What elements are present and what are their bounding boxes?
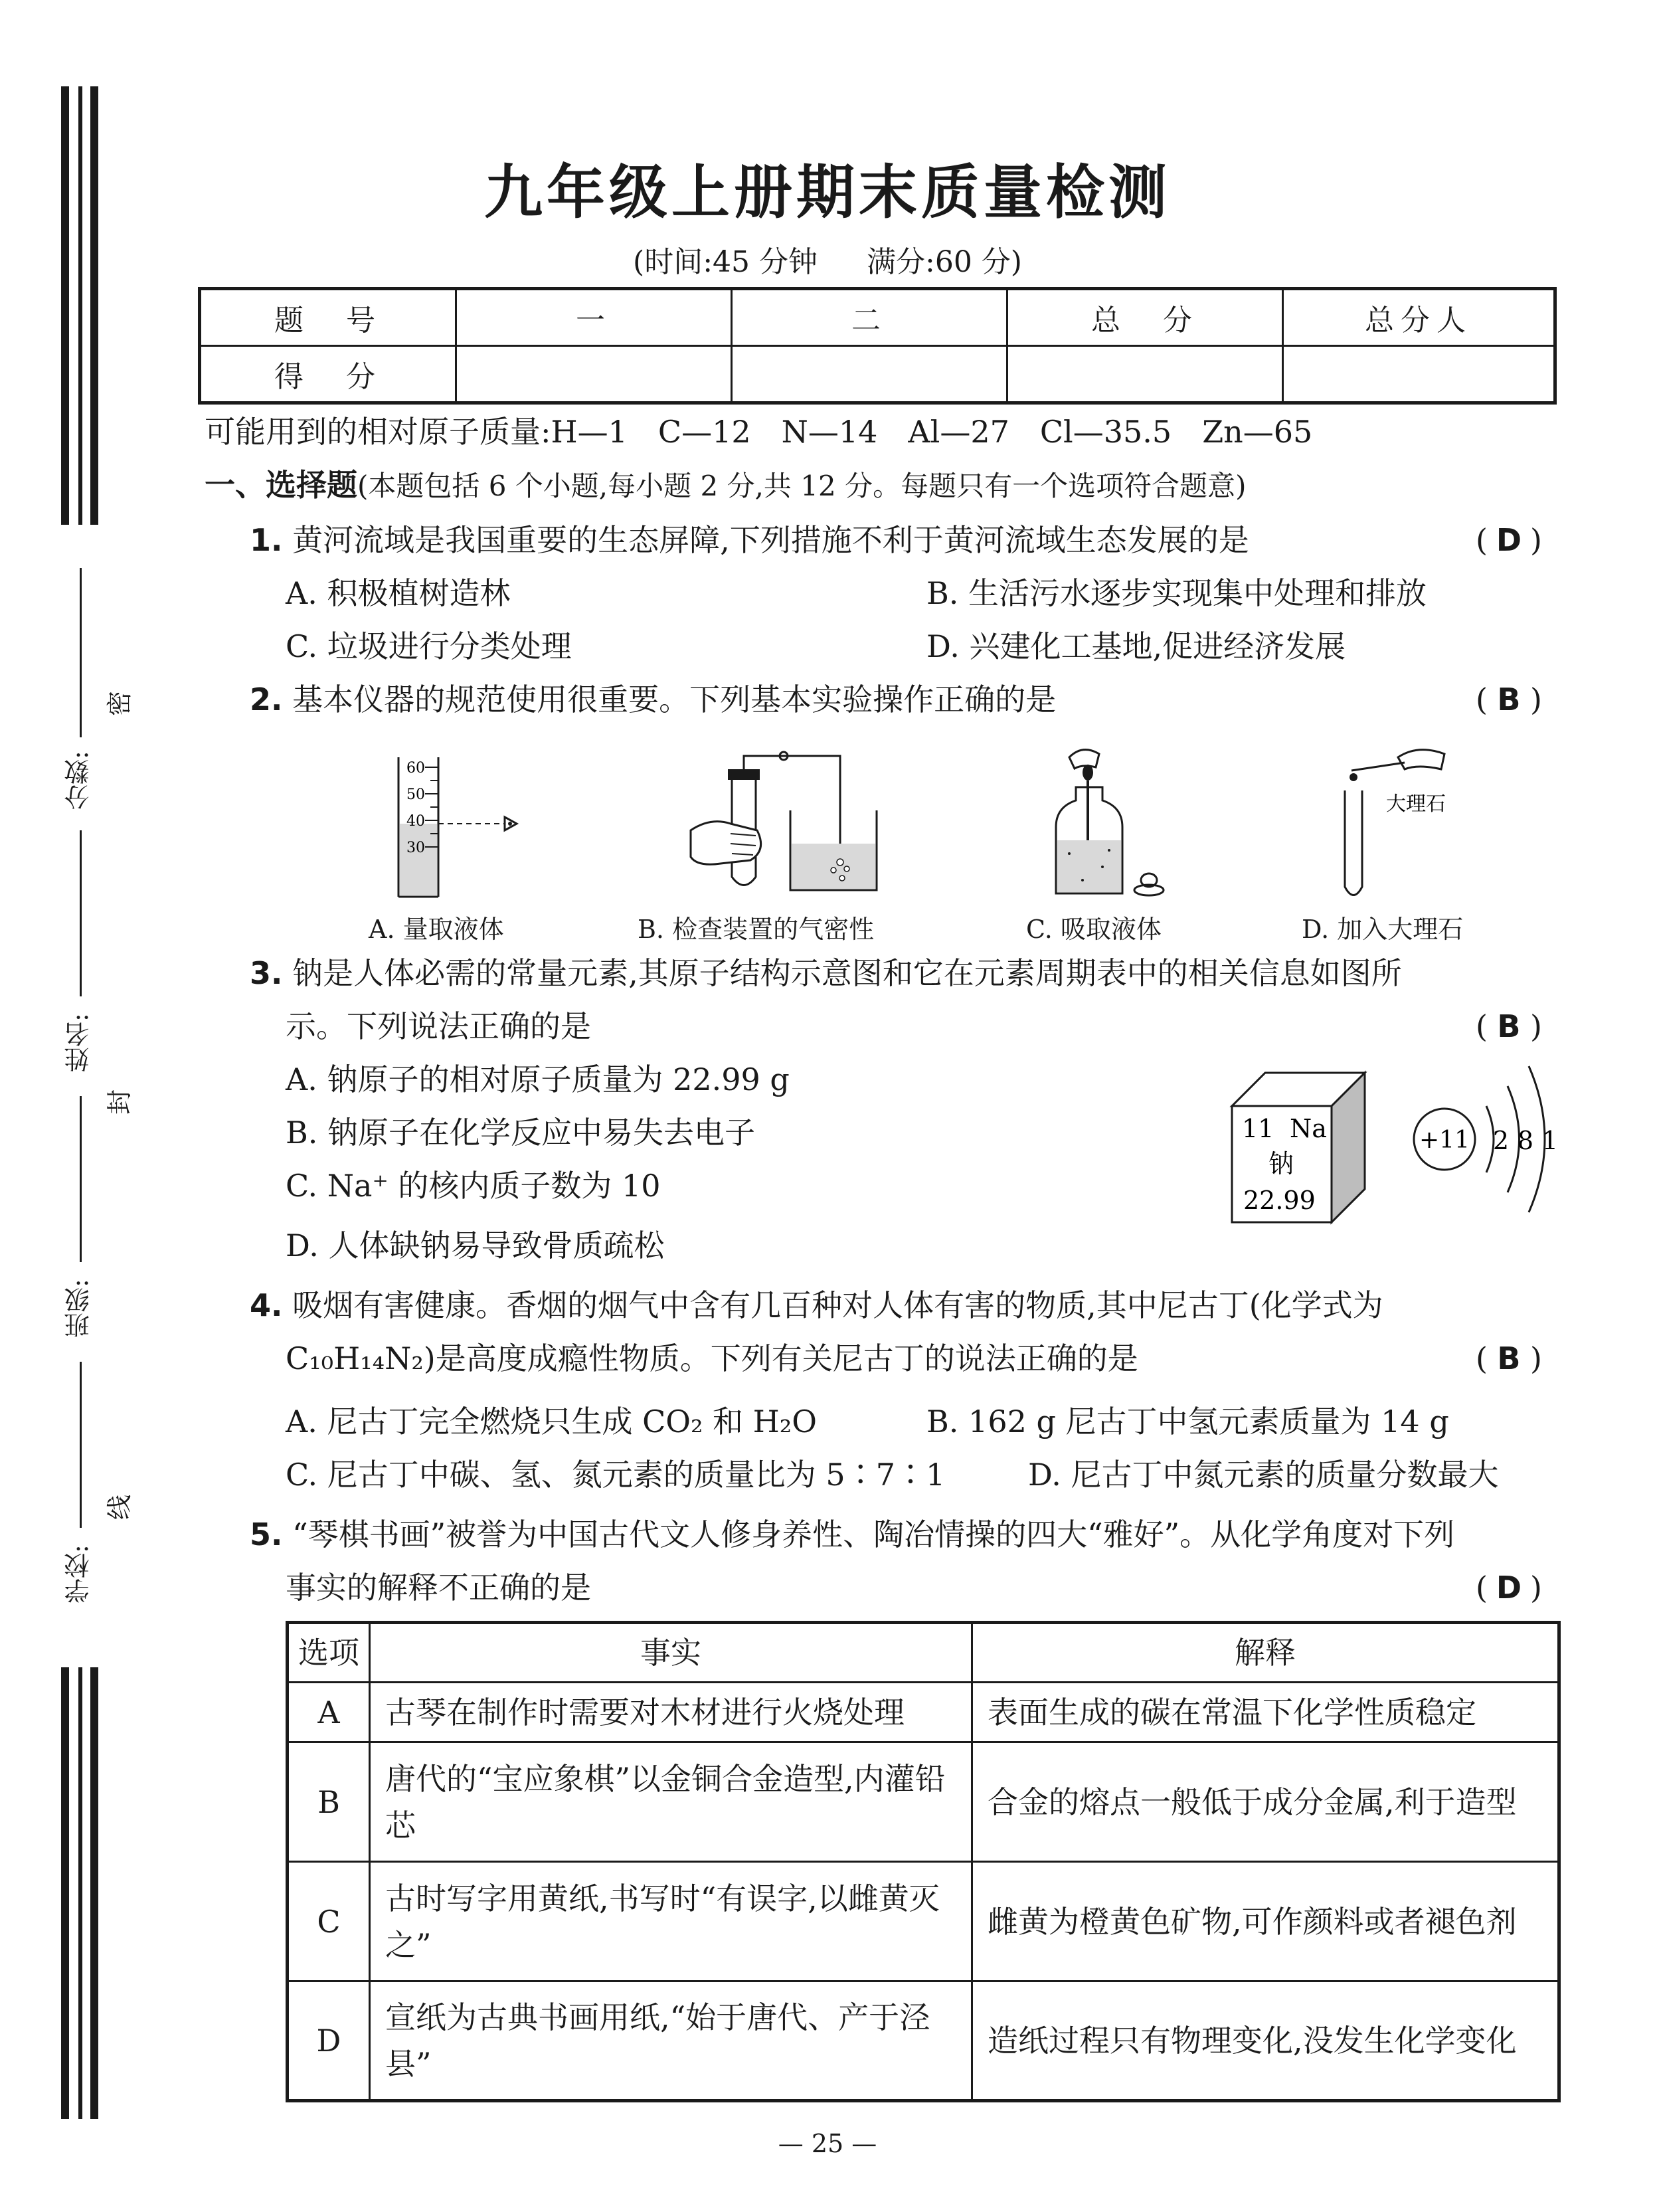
question-number: 1. — [250, 522, 283, 558]
question-text: “琴棋书画”被誉为中国古代文人修身养性、陶冶情操的四大“雅好”。从化学角度对下列 — [292, 1517, 1455, 1552]
page-number: — 25 — — [778, 2129, 877, 2158]
atomic-number: 11 — [1242, 1114, 1274, 1143]
question-number: 4. — [250, 1287, 283, 1323]
name-label: 姓名: — [64, 1013, 94, 1073]
margin-bar — [61, 1667, 69, 2119]
hand-icon — [1069, 750, 1099, 769]
fill-line — [80, 1096, 82, 1262]
tick-label: 60 — [406, 760, 425, 777]
option-a: A. 钠原子的相对原子质量为 22.99 g — [286, 1061, 790, 1097]
question-text-cont: 示。下列说法正确的是 — [286, 1008, 591, 1044]
tick-label: 30 — [406, 840, 425, 856]
facts-table — [286, 1621, 1561, 2102]
option-cell: B — [288, 1742, 370, 1862]
figure-graduated-cylinder — [372, 751, 531, 903]
question-text: 钠是人体必需的常量元素,其原子结构示意图和它在元素周期表中的相关信息如图所 — [292, 955, 1402, 991]
fact-cell: 宣纸为古典书画用纸,“始于唐代、产于泾县” — [370, 1982, 972, 2101]
question-3-stem — [250, 953, 1402, 993]
shell-electrons: 2 — [1492, 1126, 1510, 1155]
question-text-cont: 事实的解释不正确的是 — [286, 1570, 591, 1606]
score-cell — [732, 346, 1007, 403]
margin-bar — [90, 1667, 98, 2119]
score-header-cell: 总分人 — [1283, 289, 1555, 346]
option-cell: D — [288, 1982, 370, 2101]
exam-full-score: 满分:60 分) — [867, 245, 1022, 279]
seal-xian: 线 — [105, 1495, 134, 1521]
tick-label: 40 — [406, 813, 425, 830]
figure-caption: A. 量取液体 — [369, 915, 504, 944]
fact-cell: 古时写字用黄纸,书写时“有误字,以雌黄灭之” — [370, 1862, 972, 1982]
exam-time: (时间:45 分钟 — [633, 245, 818, 279]
section-title: 一、选择题 — [205, 467, 357, 503]
figure-caption: C. 吸取液体 — [1026, 915, 1162, 944]
seal-feng: 封 — [105, 1089, 134, 1115]
figure-dropper — [1043, 741, 1176, 903]
option-d: D. 人体缺钠易导致骨质疏松 — [286, 1228, 665, 1263]
option-a: A. 尼古丁完全燃烧只生成 CO₂ 和 H₂O — [286, 1404, 817, 1439]
score-row-label: 得 分 — [200, 346, 456, 403]
hand-icon — [1398, 750, 1444, 769]
question-4-stem — [250, 1285, 1383, 1325]
score-header-cell: 题 号 — [200, 289, 456, 346]
score-header-cell: 一 — [456, 289, 732, 346]
answer-bracket: ( B ) — [1476, 1338, 1542, 1378]
tick-label: 50 — [406, 786, 425, 803]
section-heading — [205, 465, 1246, 506]
atomic-mass: 22.99 — [1243, 1186, 1316, 1215]
hand-icon — [691, 822, 761, 865]
table-row — [288, 1862, 1559, 1982]
answer-bracket: ( D ) — [1476, 1568, 1542, 1608]
score-header-cell: 总 分 — [1007, 289, 1283, 346]
answer: B — [1497, 682, 1521, 717]
score-table — [198, 287, 1557, 405]
score-label: 分数: — [64, 751, 94, 810]
option-c: C. 垃圾进行分类处理 — [286, 628, 572, 664]
question-1-stem — [250, 520, 1249, 560]
nucleus-charge: +11 — [1419, 1127, 1470, 1154]
option-cell: A — [288, 1683, 370, 1742]
element-name: 钠 — [1268, 1149, 1294, 1178]
school-label: 学校: — [64, 1544, 94, 1604]
table-row — [288, 1683, 1559, 1742]
fact-cell: 唐代的“宝应象棋”以金铜合金造型,内灌铅芯 — [370, 1742, 972, 1862]
answer: D — [1496, 522, 1522, 558]
option-b: B. 钠原子在化学反应中易失去电子 — [286, 1115, 756, 1151]
figure-caption: B. 检查装置的气密性 — [638, 915, 875, 944]
fill-line — [80, 568, 82, 737]
option-d: D. 尼古丁中氮元素的质量分数最大 — [1028, 1457, 1499, 1493]
option-cell: C — [288, 1862, 370, 1982]
question-2-stem — [250, 680, 1056, 719]
atom-structure-diagram — [1408, 1056, 1567, 1222]
option-c: C. 尼古丁中碳、氢、氮元素的质量比为 5∶7∶1 — [286, 1457, 946, 1493]
question-text: 吸烟有害健康。香烟的烟气中含有几百种对人体有害的物质,其中尼古丁(化学式为 — [292, 1287, 1383, 1323]
answer-bracket: ( D ) — [1476, 520, 1542, 560]
class-label: 班级: — [64, 1279, 94, 1338]
table-header-cell: 选项 — [288, 1623, 370, 1683]
explain-cell: 造纸过程只有物理变化,没发生化学变化 — [972, 1982, 1559, 2101]
exam-info — [0, 238, 1655, 280]
question-number: 3. — [250, 955, 283, 991]
element-cube — [1229, 1069, 1388, 1229]
answer: D — [1496, 1570, 1522, 1606]
seal-mi: 密 — [105, 691, 134, 717]
option-d: D. 兴建化工基地,促进经济发展 — [926, 628, 1346, 664]
option-b: B. 生活污水逐步实现集中处理和排放 — [926, 575, 1427, 611]
table-row — [288, 1742, 1559, 1862]
answer: B — [1497, 1008, 1521, 1044]
question-5-stem — [250, 1515, 1454, 1554]
element-symbol: Na — [1290, 1114, 1327, 1143]
option-b: B. 162 g 尼古丁中氢元素质量为 14 g — [926, 1404, 1449, 1439]
answer-bracket: ( B ) — [1476, 1006, 1542, 1046]
score-cell — [1283, 346, 1555, 403]
question-text-cont: C₁₀H₁₄N₂)是高度成瘾性物质。下列有关尼古丁的说法正确的是 — [286, 1340, 1138, 1376]
explain-cell: 雌黄为橙黄色矿物,可作颜料或者褪色剂 — [972, 1862, 1559, 1982]
option-a: A. 积极植树造林 — [286, 575, 511, 611]
explain-cell: 合金的熔点一般低于成分金属,利于造型 — [972, 1742, 1559, 1862]
score-header-cell: 二 — [732, 289, 1007, 346]
fill-line — [80, 830, 82, 996]
score-cell — [1007, 346, 1283, 403]
shell-electrons: 8 — [1517, 1126, 1534, 1155]
margin-bar — [78, 1667, 82, 2119]
fact-cell: 古琴在制作时需要对木材进行火烧处理 — [370, 1683, 972, 1742]
answer-bracket: ( B ) — [1476, 680, 1542, 719]
question-number: 2. — [250, 682, 283, 717]
figure-caption: D. 加入大理石 — [1302, 915, 1464, 944]
answer: B — [1497, 1340, 1521, 1376]
figure-adding-marble — [1332, 744, 1491, 903]
question-number: 5. — [250, 1517, 283, 1552]
page-title: 九年级上册期末质量检测 — [483, 157, 1171, 227]
option-c: C. Na⁺ 的核内质子数为 10 — [286, 1168, 661, 1204]
table-header-cell: 解释 — [972, 1623, 1559, 1683]
explain-cell: 表面生成的碳在常温下化学性质稳定 — [972, 1683, 1559, 1742]
question-text: 基本仪器的规范使用很重要。下列基本实验操作正确的是 — [292, 682, 1057, 717]
figure-airtightness-check — [684, 751, 897, 903]
atomic-masses: 可能用到的相对原子质量:H—1 C—12 N—14 Al—27 Cl—35.5 Zn—65 — [205, 414, 1313, 450]
shell-electrons: 1 — [1541, 1126, 1559, 1155]
score-cell — [456, 346, 732, 403]
marble-label: 大理石 — [1386, 792, 1446, 816]
table-row — [288, 1982, 1559, 2101]
section-note: (本题包括 6 个小题,每小题 2 分,共 12 分。每题只有一个选项符合题意) — [357, 470, 1247, 502]
question-text: 黄河流域是我国重要的生态屏障,下列措施不利于黄河流域生态发展的是 — [292, 522, 1249, 558]
fill-line — [80, 1362, 82, 1528]
table-header-cell: 事实 — [370, 1623, 972, 1683]
